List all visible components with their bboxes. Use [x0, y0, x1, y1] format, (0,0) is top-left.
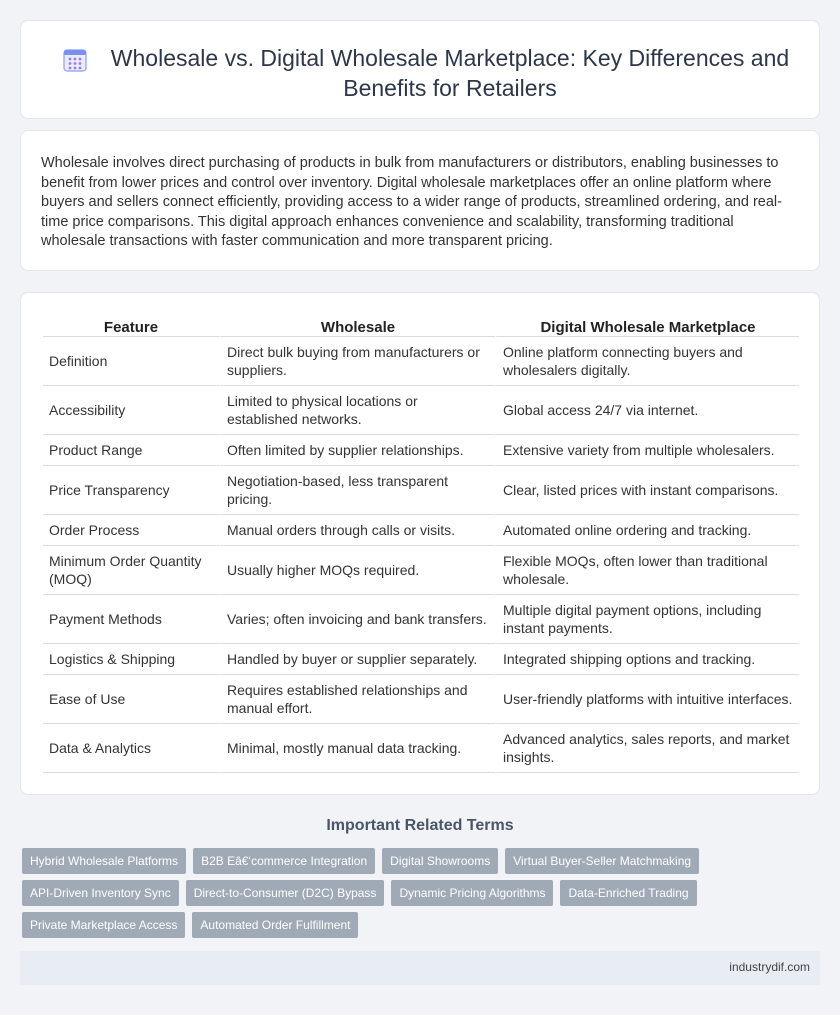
- related-term-tag[interactable]: Data-Enriched Trading: [560, 880, 696, 906]
- intro-card: [20, 130, 820, 271]
- comparison-table: [43, 315, 799, 773]
- feature-cell: Price Transparency: [43, 466, 219, 515]
- calendar-grid-icon: [61, 46, 89, 74]
- intro-paragraph: Wholesale involves direct purchasing of products in bulk from manufacturers or distributors, enabling businesses to benefit from lower prices and control over inventory. Digital wholesale marketplaces offer an online platform where buyers and sellers connect efficiently, providing access to a wider range of products, streamlined ordering, and real-time price comparisons. This digital approach enhances convenience and scalability, transforming traditional wholesale transactions with faster communication and more transparent pricing.: [41, 155, 782, 249]
- wholesale-cell: Requires established relationships and manual effort.: [219, 675, 495, 724]
- related-term-tag[interactable]: B2B Eâ€‘commerce Integration: [193, 848, 375, 874]
- digital-cell: User-friendly platforms with intuitive interfaces.: [495, 675, 799, 724]
- digital-cell: Advanced analytics, sales reports, and market insights.: [495, 724, 799, 773]
- related-term-tag[interactable]: Automated Order Fulfillment: [192, 912, 358, 938]
- wholesale-cell: Often limited by supplier relationships.: [219, 435, 495, 466]
- title-card: [20, 20, 820, 119]
- header-wholesale: Wholesale: [219, 315, 495, 337]
- digital-cell: Automated online ordering and tracking.: [495, 515, 799, 546]
- table-row: [43, 546, 799, 595]
- feature-cell: Product Range: [43, 435, 219, 466]
- table-row: [43, 337, 799, 386]
- related-term-tag[interactable]: Virtual Buyer-Seller Matchmaking: [505, 848, 699, 874]
- related-terms-title: Important Related Terms: [326, 817, 514, 834]
- digital-cell: Integrated shipping options and tracking.: [495, 644, 799, 675]
- digital-cell: Global access 24/7 via internet.: [495, 386, 799, 435]
- feature-cell: Data & Analytics: [43, 724, 219, 773]
- footer-site-link[interactable]: industrydif.com: [729, 960, 810, 974]
- feature-cell: Order Process: [43, 515, 219, 546]
- feature-cell: Accessibility: [43, 386, 219, 435]
- table-row: [43, 724, 799, 773]
- related-term-tag[interactable]: Digital Showrooms: [382, 848, 498, 874]
- digital-cell: Clear, listed prices with instant comparisons.: [495, 466, 799, 515]
- footer: [20, 951, 820, 985]
- comparison-card: [20, 292, 820, 795]
- header-digital-marketplace: Digital Wholesale Marketplace: [495, 315, 799, 337]
- table-row: [43, 515, 799, 546]
- table-row: [43, 386, 799, 435]
- wholesale-cell: Direct bulk buying from manufacturers or suppliers.: [219, 337, 495, 386]
- related-term-tag[interactable]: Dynamic Pricing Algorithms: [391, 880, 553, 906]
- related-term-tag[interactable]: Private Marketplace Access: [22, 912, 185, 938]
- feature-cell: Ease of Use: [43, 675, 219, 724]
- feature-cell: Definition: [43, 337, 219, 386]
- digital-cell: Extensive variety from multiple wholesalers.: [495, 435, 799, 466]
- digital-cell: Flexible MOQs, often lower than traditional wholesale.: [495, 546, 799, 595]
- table-row: [43, 466, 799, 515]
- page-title: Wholesale vs. Digital Wholesale Marketplace: Key Differences and Benefits for Retailers: [110, 45, 790, 101]
- header-feature: Feature: [43, 315, 219, 337]
- wholesale-cell: Handled by buyer or supplier separately.: [219, 644, 495, 675]
- related-term-tag[interactable]: Direct-to-Consumer (D2C) Bypass: [186, 880, 385, 906]
- related-terms-list: [22, 848, 802, 938]
- feature-cell: Payment Methods: [43, 595, 219, 644]
- wholesale-cell: Minimal, mostly manual data tracking.: [219, 724, 495, 773]
- wholesale-cell: Limited to physical locations or established networks.: [219, 386, 495, 435]
- digital-cell: Multiple digital payment options, including instant payments.: [495, 595, 799, 644]
- table-row: [43, 595, 799, 644]
- feature-cell: Logistics & Shipping: [43, 644, 219, 675]
- table-row: [43, 644, 799, 675]
- wholesale-cell: Negotiation-based, less transparent pricing.: [219, 466, 495, 515]
- wholesale-cell: Varies; often invoicing and bank transfers.: [219, 595, 495, 644]
- feature-cell: Minimum Order Quantity (MOQ): [43, 546, 219, 595]
- table-row: [43, 435, 799, 466]
- table-header-row: [43, 315, 799, 337]
- related-term-tag[interactable]: Hybrid Wholesale Platforms: [22, 848, 186, 874]
- table-row: [43, 675, 799, 724]
- wholesale-cell: Usually higher MOQs required.: [219, 546, 495, 595]
- related-term-tag[interactable]: API-Driven Inventory Sync: [22, 880, 179, 906]
- digital-cell: Online platform connecting buyers and wholesalers digitally.: [495, 337, 799, 386]
- wholesale-cell: Manual orders through calls or visits.: [219, 515, 495, 546]
